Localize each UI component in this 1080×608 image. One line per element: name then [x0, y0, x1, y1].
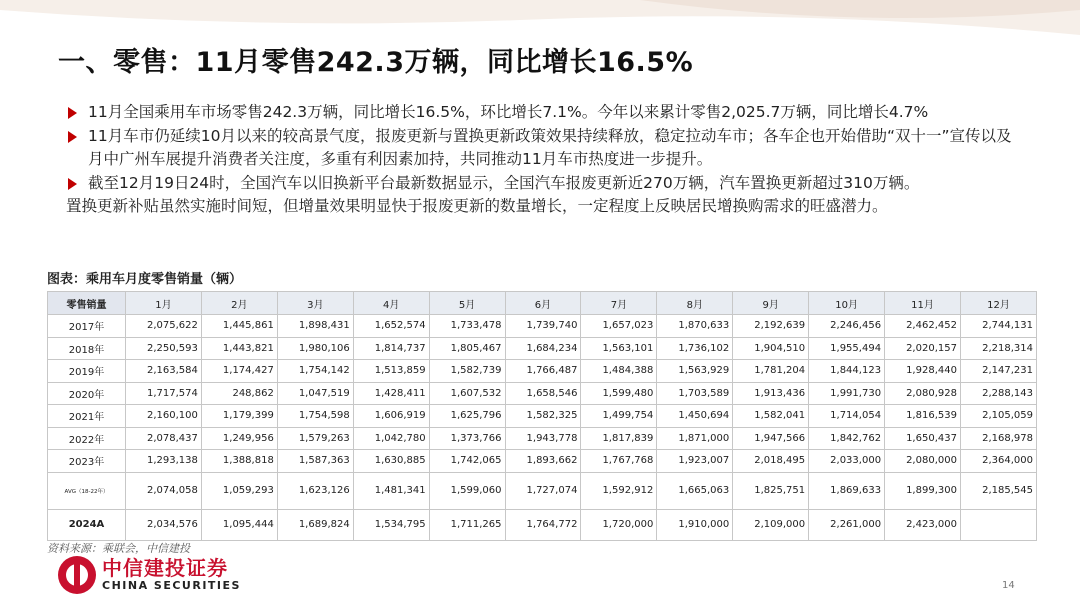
table-cell: 2,020,157: [885, 337, 961, 360]
table-row: [48, 509, 1037, 540]
table-cell: 1,587,363: [277, 450, 353, 473]
table-cell: 2,075,622: [126, 315, 202, 338]
table-cell: 2,163,584: [126, 360, 202, 383]
table-cell: 2,080,000: [885, 450, 961, 473]
table-cell: 1,606,919: [353, 405, 429, 428]
table-row: [48, 315, 1037, 338]
table-cell: 1,657,023: [581, 315, 657, 338]
table-cell: 1,754,142: [277, 360, 353, 383]
table-cell: 1,991,730: [809, 382, 885, 405]
table-cell: 2,250,593: [126, 337, 202, 360]
table-body: [48, 315, 1037, 541]
arrow-bullet-icon: [68, 107, 77, 119]
month-header: 2月: [201, 292, 277, 315]
table-cell: 2,423,000: [885, 509, 961, 540]
table-cell: 1,923,007: [657, 450, 733, 473]
row-label: 2020年: [48, 382, 126, 405]
row-label: AVG（18-22年）: [48, 472, 126, 509]
month-header: 1月: [126, 292, 202, 315]
table-cell: 1,955,494: [809, 337, 885, 360]
bullet-text: 截至12月19日24时，全国汽车以旧换新平台最新数据显示，全国汽车报废更新近270万辆，汽车置换更新超过310万辆。: [88, 173, 920, 192]
table-caption: 图表：乘用车月度零售销量（辆）: [47, 272, 243, 287]
table-cell: 2,109,000: [733, 509, 809, 540]
month-header: 11月: [885, 292, 961, 315]
table-cell: 2,462,452: [885, 315, 961, 338]
table-cell: 1,871,000: [657, 427, 733, 450]
table-cell: 1,563,101: [581, 337, 657, 360]
table-cell: 1,428,411: [353, 382, 429, 405]
table-cell: 1,373,766: [429, 427, 505, 450]
table-cell: 1,484,388: [581, 360, 657, 383]
table-cell: 2,288,143: [960, 382, 1036, 405]
table-cell: 1,042,780: [353, 427, 429, 450]
table-cell: 1,684,234: [505, 337, 581, 360]
logo-english-name: CHINA SECURITIES: [102, 579, 241, 592]
table-row: [48, 382, 1037, 405]
table-header-row: [48, 292, 1037, 315]
table-cell: 1,445,861: [201, 315, 277, 338]
table-cell: 1,733,478: [429, 315, 505, 338]
arrow-bullet-icon: [68, 178, 77, 190]
table-cell: 1,754,598: [277, 405, 353, 428]
table-cell: 1,582,739: [429, 360, 505, 383]
bullet-text: 11月车市仍延续10月以来的较高景气度，报废更新与置换更新政策效果持续释放，稳定拉动车市；各车企也开始借助“双十一”宣传以及月中广州车展提升消费者关注度，多重有利因素加持，共同推动11月车市热度进一步提升。: [88, 126, 1012, 168]
table-cell: 1,736,102: [657, 337, 733, 360]
table-cell: 1,607,532: [429, 382, 505, 405]
row-label: 2023年: [48, 450, 126, 473]
table-cell: 2,218,314: [960, 337, 1036, 360]
table-cell: 1,599,480: [581, 382, 657, 405]
table-cell: 2,160,100: [126, 405, 202, 428]
table-cell: 1,869,633: [809, 472, 885, 509]
table-cell: 1,904,510: [733, 337, 809, 360]
table-cell: 2,018,495: [733, 450, 809, 473]
table-cell: 1,665,063: [657, 472, 733, 509]
table-cell: 1,652,574: [353, 315, 429, 338]
table-cell: 1,481,341: [353, 472, 429, 509]
table-cell: 1,742,065: [429, 450, 505, 473]
month-header: 7月: [581, 292, 657, 315]
table-cell: 1,174,427: [201, 360, 277, 383]
month-header: 10月: [809, 292, 885, 315]
table-cell: 1,650,437: [885, 427, 961, 450]
table-cell: 2,246,456: [809, 315, 885, 338]
table-cell: 1,623,126: [277, 472, 353, 509]
table-cell: 1,711,265: [429, 509, 505, 540]
table-cell: 1,293,138: [126, 450, 202, 473]
table-cell: 2,034,576: [126, 509, 202, 540]
table-cell: 1,599,060: [429, 472, 505, 509]
table-cell: 1,534,795: [353, 509, 429, 540]
table-cell: 2,192,639: [733, 315, 809, 338]
table-cell: 1,899,300: [885, 472, 961, 509]
table-cell: 2,105,059: [960, 405, 1036, 428]
month-header: 9月: [733, 292, 809, 315]
logo-chinese-name: 中信建投证券: [102, 556, 228, 580]
month-header: 12月: [960, 292, 1036, 315]
table-cell: 1,898,431: [277, 315, 353, 338]
paragraph-text: 置换更新补贴虽然实施时间短，但增量效果明显快于报废更新的数量增长，一定程度上反映居民增换购需求的旺盛潜力。: [66, 197, 888, 215]
table-cell: 2,078,437: [126, 427, 202, 450]
row-label: 2018年: [48, 337, 126, 360]
table-cell: 1,844,123: [809, 360, 885, 383]
table-cell: 1,047,519: [277, 382, 353, 405]
table-cell: 1,766,487: [505, 360, 581, 383]
table-cell: 1,814,737: [353, 337, 429, 360]
table-cell: 1,579,263: [277, 427, 353, 450]
row-label: 2019年: [48, 360, 126, 383]
table-cell: 1,582,041: [733, 405, 809, 428]
table-cell: 1,980,106: [277, 337, 353, 360]
arrow-bullet-icon: [68, 131, 77, 143]
table-cell: 1,893,662: [505, 450, 581, 473]
table-row: [48, 450, 1037, 473]
table-cell: 1,720,000: [581, 509, 657, 540]
table-cell: 1,658,546: [505, 382, 581, 405]
table-cell: 1,943,778: [505, 427, 581, 450]
table-cell: 2,744,131: [960, 315, 1036, 338]
sales-table-container: [47, 291, 1037, 541]
table-cell: 1,767,768: [581, 450, 657, 473]
table-cell: 1,870,633: [657, 315, 733, 338]
table-cell: 1,388,818: [201, 450, 277, 473]
table-cell: 2,364,000: [960, 450, 1036, 473]
table-cell: 1,739,740: [505, 315, 581, 338]
table-cell: 1,764,772: [505, 509, 581, 540]
table-cell: 2,033,000: [809, 450, 885, 473]
month-header: 5月: [429, 292, 505, 315]
table-cell: 1,179,399: [201, 405, 277, 428]
table-cell: 1,825,751: [733, 472, 809, 509]
table-cell: [960, 509, 1036, 540]
page-number: 14: [1002, 580, 1015, 591]
table-row: [48, 427, 1037, 450]
bullet-item: [66, 125, 1021, 172]
table-row: [48, 360, 1037, 383]
table-corner-header: 零售销量: [48, 292, 126, 315]
table-cell: 2,185,545: [960, 472, 1036, 509]
table-cell: 1,443,821: [201, 337, 277, 360]
table-cell: 1,499,754: [581, 405, 657, 428]
table-row: [48, 337, 1037, 360]
table-cell: 1,913,436: [733, 382, 809, 405]
table-cell: 1,450,694: [657, 405, 733, 428]
bullet-item: [66, 172, 1021, 196]
table-cell: 1,095,444: [201, 509, 277, 540]
citic-logo-icon: [58, 556, 96, 594]
table-cell: 248,862: [201, 382, 277, 405]
table-cell: 2,080,928: [885, 382, 961, 405]
table-cell: 1,947,566: [733, 427, 809, 450]
table-cell: 1,689,824: [277, 509, 353, 540]
table-cell: 1,816,539: [885, 405, 961, 428]
table-cell: 2,261,000: [809, 509, 885, 540]
table-cell: 1,781,204: [733, 360, 809, 383]
table-cell: 1,842,762: [809, 427, 885, 450]
company-logo: [58, 556, 241, 594]
table-cell: 1,059,293: [201, 472, 277, 509]
row-label: 2021年: [48, 405, 126, 428]
table-cell: 2,168,978: [960, 427, 1036, 450]
sales-table: [47, 291, 1037, 541]
table-cell: 1,910,000: [657, 509, 733, 540]
table-cell: 1,703,589: [657, 382, 733, 405]
table-cell: 1,563,929: [657, 360, 733, 383]
page-title: 一、零售：11月零售242.3万辆，同比增长16.5%: [58, 47, 694, 78]
table-cell: 1,817,839: [581, 427, 657, 450]
month-header: 3月: [277, 292, 353, 315]
table-cell: 1,582,325: [505, 405, 581, 428]
table-cell: 1,805,467: [429, 337, 505, 360]
month-header: 8月: [657, 292, 733, 315]
table-cell: 1,630,885: [353, 450, 429, 473]
table-cell: 1,928,440: [885, 360, 961, 383]
table-cell: 1,592,912: [581, 472, 657, 509]
table-cell: 1,513,859: [353, 360, 429, 383]
row-label: 2024A: [48, 509, 126, 540]
table-row: [48, 405, 1037, 428]
source-note: 资料来源：乘联会，中信建投: [47, 542, 190, 555]
table-cell: 2,147,231: [960, 360, 1036, 383]
month-header: 6月: [505, 292, 581, 315]
table-cell: 1,727,074: [505, 472, 581, 509]
month-header: 4月: [353, 292, 429, 315]
table-cell: 1,249,956: [201, 427, 277, 450]
table-cell: 1,625,796: [429, 405, 505, 428]
bullet-list: [66, 101, 1021, 219]
table-row: [48, 472, 1037, 509]
bullet-item: [66, 101, 1021, 125]
bullet-text: 11月全国乘用车市场零售242.3万辆，同比增长16.5%，环比增长7.1%。今年以来累计零售2,025.7万辆，同比增长4.7%: [88, 103, 929, 121]
table-cell: 1,714,054: [809, 405, 885, 428]
row-label: 2017年: [48, 315, 126, 338]
table-cell: 1,717,574: [126, 382, 202, 405]
row-label: 2022年: [48, 427, 126, 450]
table-cell: 2,074,058: [126, 472, 202, 509]
